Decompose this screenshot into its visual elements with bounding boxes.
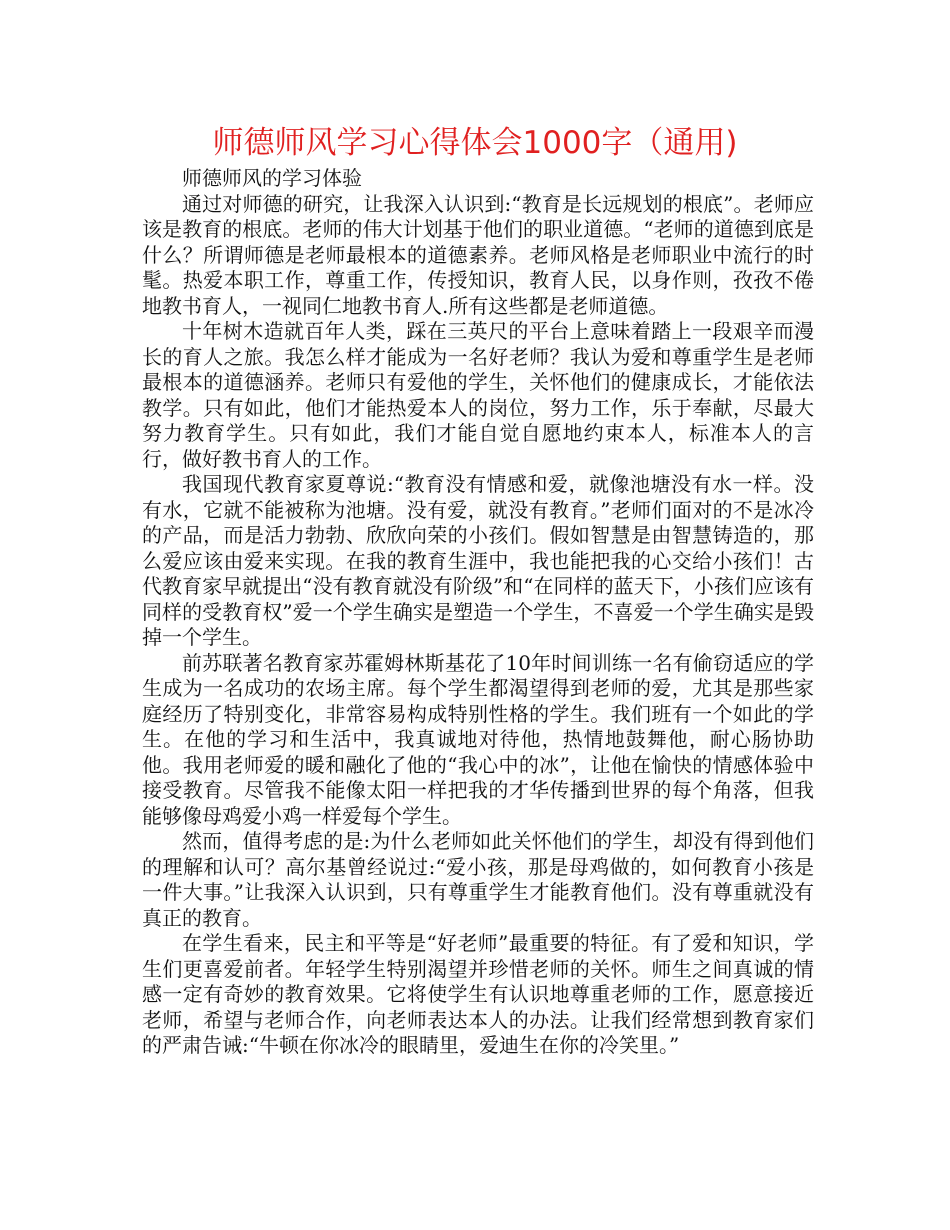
paragraph-5: 然而，值得考虑的是:为什么老师如此关怀他们的学生，却没有得到他们的理解和认可？高尔基曾经说过:“爱小孩，那是母鸡做的，如何教育小孩是一件大事。”让我深入认识到，只有尊重学生才能教育他们。没有尊重就没有真正的教育。 bbox=[142, 829, 814, 930]
paragraph-3: 我国现代教育家夏尊说:“教育没有情感和爱，就像池塘没有水一样。没有水，它就不能被称为池塘。没有爱，就没有教育。”老师们面对的不是冰冷的产品，而是活力勃勃、欣欣向荣的小孩们。假如智慧是由智慧铸造的，那么爱应该由爱来实现。在我的教育生涯中，我也能把我的心交给小孩们！古代教育家早就提出“没有教育就没有阶级”和“在同样的蓝天下，小孩们应该有同样的受教育权”爱一个学生确实是塑造一个学生，不喜爱一个学生确实是毁掉一个学生。 bbox=[142, 472, 814, 649]
paragraph-1: 通过对师德的研究，让我深入认识到:“教育是长远规划的根底”。老师应该是教育的根底。老师的伟大计划基于他们的职业道德。“老师的道德到底是什么？所谓师德是老师最根本的道德素养。老师风格是老师职业中流行的时髦。热爱本职工作，尊重工作，传授知识，教育人民，以身作则，孜孜不倦地教书育人，一视同仁地教书育人.所有这些都是老师道德。 bbox=[142, 191, 814, 318]
paragraph-2: 十年树木造就百年人类，踩在三英尺的平台上意味着踏上一段艰辛而漫长的育人之旅。我怎么样才能成为一名好老师？我认为爱和尊重学生是老师最根本的道德涵养。老师只有爱他的学生，关怀他们的健康成长，才能依法教学。只有如此，他们才能热爱本人的岗位，努力工作，乐于奉献，尽最大努力教育学生。只有如此，我们才能自觉自愿地约束本人，标准本人的言行，做好教书育人的工作。 bbox=[142, 319, 814, 471]
paragraph-4: 前苏联著名教育家苏霍姆林斯基花了10年时间训练一名有偷窃适应的学生成为一名成功的农场主席。每个学生都渴望得到老师的爱，尤其是那些家庭经历了特别变化，非常容易构成特别性格的学生。我们班有一个如此的学生。在他的学习和生活中，我真诚地对待他，热情地鼓舞他，耐心肠协助他。我用老师爱的暖和融化了他的“我心中的冰”，让他在愉快的情感体验中接受教育。尽管我不能像太阳一样把我的才华传播到世界的每个角落，但我能够像母鸡爱小鸡一样爱每个学生。 bbox=[142, 650, 814, 828]
document-title: 师德师风学习心得体会1000字（通用) bbox=[212, 125, 738, 161]
document-subheading: 师德师风的学习体验 bbox=[182, 166, 362, 190]
paragraph-6: 在学生看来，民主和平等是“好老师”最重要的特征。有了爱和知识，学生们更喜爱前者。年轻学生特别渴望并珍惜老师的关怀。师生之间真诚的情感一定有奇妙的教育效果。它将使学生有认识地尊重老师的工作，愿意接近老师，希望与老师合作，向老师表达本人的办法。让我们经常想到教育家们的严肃告诫:“牛顿在你冰冷的眼睛里，爱迪生在你的冷笑里。” bbox=[142, 931, 814, 1057]
document-body bbox=[142, 166, 814, 1059]
